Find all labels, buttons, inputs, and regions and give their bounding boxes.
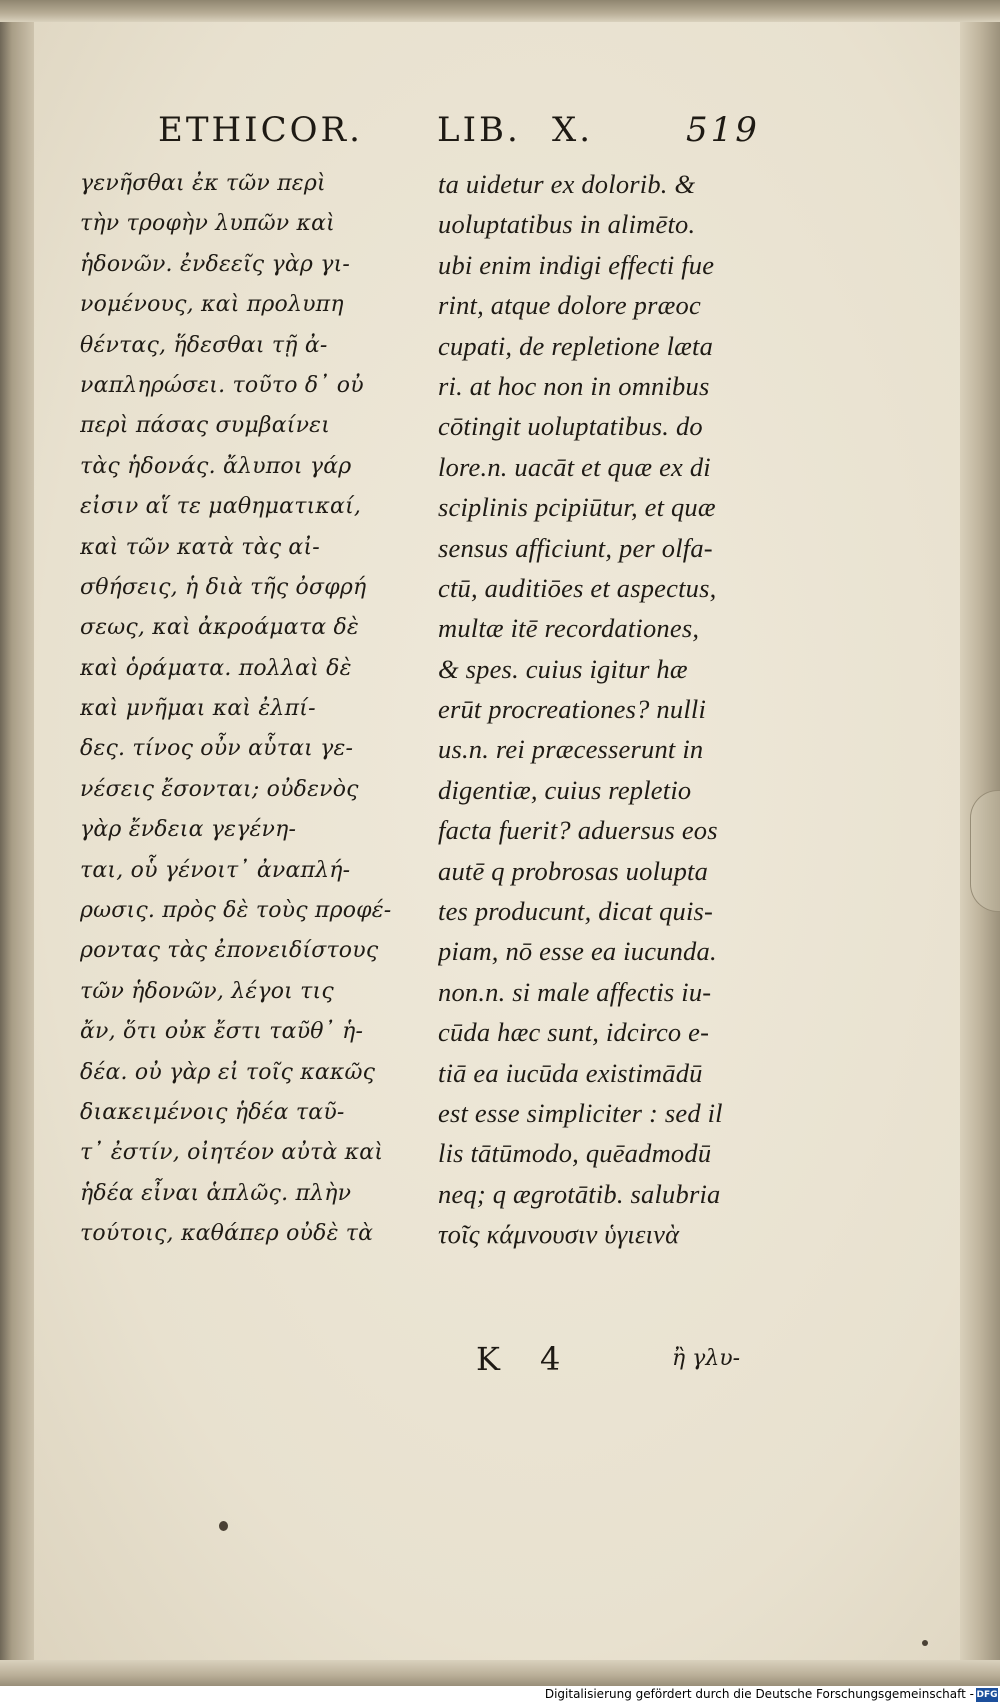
latin-text-line: ta uidetur ex dolorib. & bbox=[438, 169, 696, 199]
page-number: 519 bbox=[686, 110, 760, 150]
greek-text-line: ροντας τὰς ἐπονειδίστους bbox=[80, 938, 379, 964]
latin-text-line: cupati, de repletione læta bbox=[438, 330, 714, 361]
greek-text-line: ναπληρώσει. τοῦτο δ᾽ οὐ bbox=[80, 372, 364, 398]
greek-text-line: γενῆσθαι ἐκ τῶν περὶ bbox=[80, 171, 326, 196]
latin-text-line: & spes. cuius igitur hæ bbox=[438, 653, 688, 684]
greek-text-line: καὶ τῶν κατὰ τὰς αἰ- bbox=[80, 534, 320, 560]
greek-text-line: τὴν τροφὴν λυπῶν καὶ bbox=[80, 211, 336, 237]
latin-text-line: tes producunt, dicat quis- bbox=[438, 896, 714, 927]
greek-text-line: ρωσις. πρὸς δὲ τοὺς προφέ- bbox=[80, 898, 392, 924]
greek-text-line: γὰρ ἔνδεια γεγένη- bbox=[80, 817, 297, 843]
latin-text-line: uoluptatibus in alimēto. bbox=[438, 209, 696, 240]
greek-text-line: δέα. οὐ γὰρ εἰ τοῖς κακῶς bbox=[80, 1059, 376, 1085]
header-lib: LIB. bbox=[437, 110, 521, 150]
latin-text-line: cūda hæc sunt, idcirco e- bbox=[438, 1017, 710, 1048]
latin-text-line: us.n. rei præcesserunt in bbox=[438, 734, 704, 765]
latin-text-line: piam, nō esse ea iucunda. bbox=[438, 936, 717, 967]
signature-line bbox=[0, 1340, 1000, 1380]
greek-text-line: σεως, καὶ ἀκροάματα δὲ bbox=[80, 615, 359, 641]
greek-text-line: τούτοις, καθάπερ οὐδὲ τὰ bbox=[80, 1221, 374, 1247]
latin-text-line: non.n. si male affectis iu- bbox=[438, 976, 712, 1007]
digitization-footer bbox=[0, 1686, 1000, 1704]
ink-speck bbox=[219, 1521, 228, 1531]
header-book-number: X. bbox=[552, 110, 594, 150]
latin-text-line: cōtingit uoluptatibus. do bbox=[438, 411, 703, 442]
latin-text-line: multæ itē recordationes, bbox=[438, 613, 700, 644]
greek-text-line: ἡδονῶν. ἐνδεεῖς γὰρ γι- bbox=[80, 251, 351, 277]
greek-text-line: ἄν, ὅτι οὐκ ἔστι ταῦθ᾽ ἡ- bbox=[80, 1019, 364, 1045]
latin-text-line: ri. at hoc non in omnibus bbox=[438, 370, 710, 401]
left-binding-gutter bbox=[0, 0, 34, 1686]
latin-text-line: autē q probrosas uolupta bbox=[438, 855, 709, 886]
greek-text-line: τῶν ἡδονῶν, λέγοι τις bbox=[80, 978, 334, 1004]
greek-text-line: νέσεις ἔσονται; οὐδενὸς bbox=[80, 776, 359, 802]
running-header bbox=[0, 110, 1000, 150]
greek-text-line: καὶ μνῆμαι καὶ ἐλπί- bbox=[80, 696, 316, 722]
latin-text-line: sciplinis pcipiūtur, et quæ bbox=[438, 492, 716, 523]
latin-text-line: sensus afficiunt, per olfa- bbox=[438, 532, 713, 563]
latin-text-line: est esse simpliciter : sed il bbox=[438, 1097, 723, 1128]
signature-number: 4 bbox=[540, 1340, 561, 1378]
dfg-logo: DFG bbox=[976, 1690, 998, 1700]
greek-text-line: θέντας, ἥδεσθαι τῇ ἀ- bbox=[80, 332, 328, 358]
greek-text-line: νομένους, καὶ προλυπη bbox=[80, 292, 344, 318]
greek-text-line: σθήσεις, ἡ διὰ τῆς ὀσφρή bbox=[80, 574, 367, 600]
latin-text-line: digentiæ, cuius repletio bbox=[438, 774, 692, 805]
latin-text-line: ctū, auditiōes et aspectus, bbox=[438, 572, 717, 603]
latin-text-line: erūt procreationes? nulli bbox=[438, 694, 707, 725]
latin-text-column bbox=[438, 164, 773, 1255]
latin-text-line: τοῖς κάμνουσιν ὑγιεινὰ bbox=[438, 1219, 680, 1250]
greek-text-line: δες. τίνος οὖν αὗται γε- bbox=[80, 736, 354, 762]
latin-text-line: tiā ea iucūda existimādū bbox=[438, 1057, 703, 1088]
greek-text-line: καὶ ὁράματα. πολλαὶ δὲ bbox=[80, 655, 352, 681]
page-tab-marker bbox=[970, 790, 1000, 912]
greek-text-line: διακειμένοις ἡδέα ταῦ- bbox=[80, 1099, 345, 1125]
catchword: ἢ γλυ- bbox=[672, 1346, 741, 1371]
greek-text-line: ἡδέα εἶναι ἁπλῶς. πλὴν bbox=[80, 1180, 352, 1206]
greek-text-column bbox=[80, 164, 415, 1255]
latin-text-line: neq; q ægrotātib. salubria bbox=[438, 1178, 721, 1209]
ink-speck bbox=[922, 1640, 928, 1646]
greek-text-line: περὶ πάσας συμβαίνει bbox=[80, 413, 331, 439]
latin-text-line: rint, atque dolore præoc bbox=[438, 290, 701, 321]
latin-text-line: facta fuerit? aduersus eos bbox=[438, 815, 718, 846]
signature-mark: K bbox=[476, 1340, 500, 1378]
greek-text-line: τ᾽ ἐστίν, οἰητέον αὐτὰ καὶ bbox=[80, 1140, 384, 1166]
latin-text-line: ubi enim indigi effecti fue bbox=[438, 249, 715, 280]
greek-text-line: ται, οὗ γένοιτ᾽ ἀναπλή- bbox=[80, 857, 351, 883]
top-page-edge bbox=[0, 0, 1000, 22]
latin-text-line: lis tātūmodo, quēadmodū bbox=[438, 1138, 712, 1169]
latin-text-line: lore.n. uacāt et quæ ex di bbox=[438, 451, 711, 482]
greek-text-line: εἰσιν αἵ τε μαθηματικαί, bbox=[80, 494, 362, 520]
greek-text-line: τὰς ἡδονάς. ἄλυποι γάρ bbox=[80, 453, 352, 479]
header-title: ETHICOR. bbox=[158, 110, 363, 150]
funding-credit: Digitalisierung gefördert durch die Deutsche Forschungsgemeinschaft - bbox=[544, 1687, 974, 1701]
bottom-page-edge bbox=[0, 1660, 1000, 1686]
